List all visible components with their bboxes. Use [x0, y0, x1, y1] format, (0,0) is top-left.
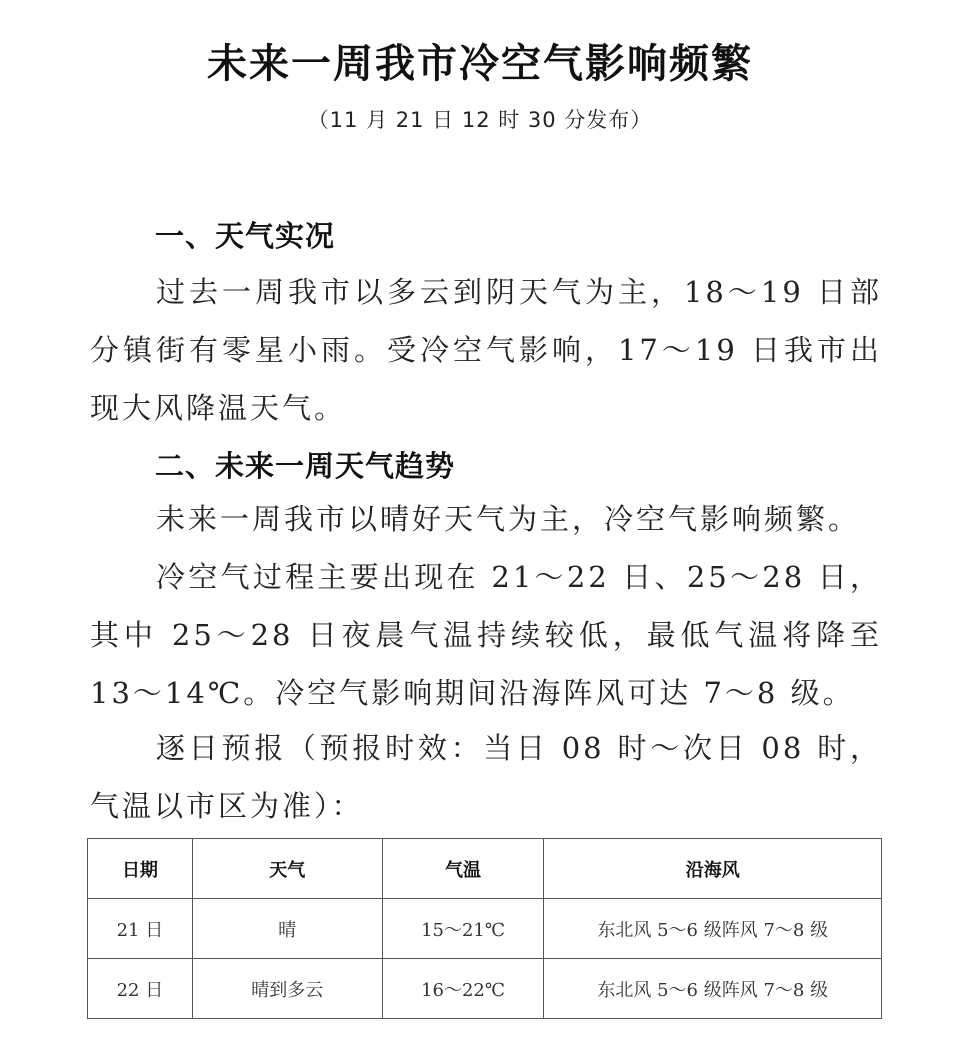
document-title: 未来一周我市冷空气影响频繁	[207, 41, 753, 87]
paragraph-trend-summary: 未来一周我市以晴好天气为主，冷空气影响频繁。	[156, 502, 861, 536]
section-heading-current-weather: 一、天气实况	[155, 219, 336, 253]
publish-time: （11 月 21 日 12 时 30 分发布）	[307, 108, 653, 132]
header-weather: 天气	[192, 839, 382, 899]
cell-coastal-wind: 东北风 5～6 级阵风 7～8 级	[544, 959, 882, 1019]
cell-temperature: 15～21℃	[382, 899, 544, 959]
cell-date: 22 日	[88, 959, 193, 1019]
paragraph-daily-forecast-intro: 逐日预报（预报时效：当日 08 时～次日 08 时，气温以市区为准）：	[90, 731, 882, 823]
header-temperature: 气温	[382, 839, 544, 899]
cell-date: 21 日	[88, 899, 193, 959]
forecast-table	[87, 838, 882, 1019]
section-heading-weekly-trend: 二、未来一周天气趋势	[155, 449, 456, 483]
header-date: 日期	[88, 839, 193, 899]
header-coastal-wind: 沿海风	[544, 839, 882, 899]
paragraph-cold-air: 冷空气过程主要出现在 21～22 日、25～28 日，其中 25～28 日夜晨气温持续较低，最低气温将降至 13～14℃。冷空气影响期间沿海阵风可达 7～8 级。	[90, 560, 882, 710]
cell-temperature: 16～22℃	[382, 959, 544, 1019]
cell-weather: 晴	[192, 899, 382, 959]
table-row	[88, 899, 882, 959]
table-header-row	[88, 839, 882, 899]
table-row	[88, 959, 882, 1019]
cell-weather: 晴到多云	[192, 959, 382, 1019]
paragraph-current-weather: 过去一周我市以多云到阴天气为主，18～19 日部分镇街有零星小雨。受冷空气影响，17～19 日我市出现大风降温天气。	[90, 275, 882, 425]
cell-coastal-wind: 东北风 5～6 级阵风 7～8 级	[544, 899, 882, 959]
